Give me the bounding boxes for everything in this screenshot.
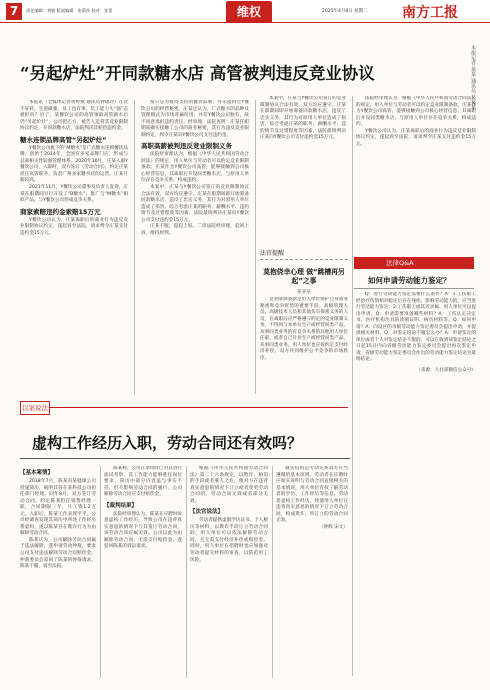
story1-lead: 本报讯（全媒体记者黄婷燕 通讯员钟锦玲）在饮不好转，生意做强，员工也有事，员工能力失“强”态被拒吗？近了，某餐饮公司的高管领取高管薪水后仍“另起炉灶”，公司把乙方，被告人违背其竞业限制协议约定，开同款糖水店，法院判决其赔偿违约金。 — [20, 100, 128, 132]
issue-date: 2025年4月8日 星期二 — [322, 9, 368, 14]
column-divider — [255, 100, 256, 394]
story2-column-4 — [276, 466, 348, 680]
story1-column-3 — [260, 96, 346, 236]
section-tag: 维权 — [226, 1, 272, 23]
story2-paragraph: 劳动者提供虚假学历证书、个人履历等材料，以欺诈手段订立劳动合同的，用人单位可以依法解除劳动合同，且无需支付经济补偿或赔偿金。同时，用人单位在招聘时也应加强对劳动者提交材料的审查，以防范用工风险。 — [190, 518, 268, 563]
story2-headline: 虚构工作经历入职，劳动合同还有效吗？ — [32, 434, 303, 452]
judge-reminder-title: 莫抱侥幸心理 做“跳槽再另起”之事 — [263, 268, 345, 285]
story1-subhead-3: 高职高薪被判违反竞业限制义务 — [141, 142, 232, 151]
story1-paragraph: 法院经审理认为，根据《中华人民共和国劳动合同法》的规定，用人单位与劳动者可以约定竞业限制条款。庄某作为Y餐饮公司高管，能够接触到公司核心经营信息，其离职后开设同类糖水店，与原用人单位存在竞争关系，构成违约。 — [141, 152, 249, 184]
story1-paragraph: Y餐饮公司认为，庄某离职后的商业行为违反竞业限制协议约定，遂起诉至法院，请求判令庄某支付违约金15万元。 — [356, 128, 476, 147]
story1-subhead-2: 商家索赔违约金索赔15万元 — [20, 207, 101, 216]
story1-paragraph: 法院经审理认为，根据《中华人民共和国劳动合同法》的规定，用人单位与劳动者可以约定竞业限制条款。庄某作为Y餐饮公司高管，能够接触到公司核心经营信息，其离职后开设同类糖水店，与原用人单位存在竞争关系，构成违约。 — [356, 96, 476, 128]
column-divider — [134, 100, 135, 394]
qa-text: Q：进行劳动能力鉴定需要什么条件？A：1.工伤职工经治疗伤情相对稳定后存在残疾、影响劳动能力的，应当进行劳动能力鉴定；2.工伤职工或其近亲属、用人单位可以提出申请。Q：申请需要准备哪些材料？A：工伤认定决定书、医疗机构出具的诊断证明、病历材料等。Q：如何申请？A：向设区的市级劳动能力鉴定委员会提出申请，并提供相关材料。Q：对鉴定结论不服怎么办？A：申请鉴定的单位或者个人对鉴定结论不服的，可以在收到该鉴定结论之日起15日内向省级劳动能力鉴定委员会提出再次鉴定申请。省级劳动能力鉴定委员会作出的劳动能力鉴定结论为最终结论。 — [356, 292, 476, 363]
story1-column-4 — [356, 96, 476, 251]
section-rule — [50, 407, 348, 408]
judge-reminder-head: 法官提醒 — [260, 248, 348, 260]
story2-column-1 — [20, 466, 96, 680]
column-divider — [100, 466, 101, 678]
story1-byline: 本报记者 某某 通讯员 某某某 — [470, 45, 476, 110]
story2-subhead-case: 【基本案情】 — [20, 470, 54, 476]
story1-paragraph: 2021年11月，Y餐饮公司董事及负责人发现，庄某在职期间另行开设了“B糖水”，推广与“M糖水”相似产品，与Y餐饮公司形成竞争关系。 — [20, 185, 128, 204]
story1-paragraph: 按只是为接待支持的餐饮品牌，并未提供过Y餐饮公司的经营秘密。庄某还认为，广式糖水的品种及管理模式为市场普遍所用，并非Y餐饮公司独有，故不同意承担违约责任。经审理，法院查明：庄某任职期间确实接触了公司的商业秘密，其行为违反竞业限制约定，判令庄某向Y餐饮公司支付违约金。 — [141, 100, 249, 138]
story1-column-1 — [20, 100, 128, 396]
law-qa-banner: 法律Q&A — [354, 257, 474, 269]
story1-paragraph: 庄某不服，提起上诉。二审法院经审理，驳回上诉，维持原判。 — [141, 224, 249, 236]
story2-paragraph: 根据《中华人民共和国劳动合同法》第二十六条规定，以欺诈、胁迫的手段或者乘人之危，使对方在违背真实意思的情况下订立或者变更劳动合同的，劳动合同无效或者部分无效。 — [190, 466, 268, 504]
qa-source: （来源：人社部微信公众号） — [416, 368, 476, 374]
qa-title: 如何申请劳动能力鉴定？ — [368, 276, 451, 285]
story2-subhead-judge: 【法官说法】 — [190, 509, 224, 516]
judge-reminder-text: 竞业限制条款是用人单位保护自身商业秘密和竞争优势的重要手段。高级管理人员、高级技术人员和其他负有保密义务的人员，在离职后应严格遵守约定的竞业限制义务，不得到与本单位生产或经营同类产品、从事同类业务的有竞争关系的其他用人单位任职，或者自己开业生产或经营同类产品、从事同类业务。用人单位也应按约定支付经济补偿，双方共同维护公平竞争的市场秩序。 — [260, 297, 348, 361]
column-divider — [352, 96, 353, 676]
story2-paragraph: 法院经审理认为，陈某在应聘时故意虚构工作经历，导致公司在违背真实意思的情况下与其签订劳动合同，该劳动合同应属无效。公司以此为由解除劳动合同，无需支付赔偿金，遂驳回陈某的诉讼请求。 — [104, 511, 182, 550]
newspaper-logo: 南方工报 — [402, 5, 458, 21]
story1-paragraph: Y餐饮公司认为，庄某离职后的商业行为违反竞业限制协议约定，遂起诉至法院，请求判令庄某支付违约金15万元。 — [20, 217, 128, 236]
judge-reminder-author: 某某某 — [296, 290, 312, 295]
story2-column-2 — [104, 466, 182, 680]
judge-reminder-box — [260, 248, 348, 398]
story1-paragraph: Y餐饮公司旗下的“M糖水”是广式糖水连锁餐饮品牌，创始于2014年，全国有多家品牌门店，形成与总部相关性较强管理体系。2020年10月，庄某入职Y餐饮公司，入职时，双方签订《劳动合同》，约定庄某担任高管职务，负责广州多家糖水店的运营，庄某月薪较高。 — [20, 145, 128, 184]
column-divider — [186, 466, 187, 678]
story1-paragraph: 本案中，庄某与Y餐饮公司签订的竞业限制协议合法有效，双方均应遵守。庄某在职期间即开始筹备同款糖水店，违反了忠实义务，其行为对原用人单位造成了损害。综合考虑庄某的职务、薪酬水平、违约情节及过错程度等因素，法院最终判决庄某向Y餐饮公司支付违约金15万元。 — [260, 96, 346, 141]
story1-column-2 — [141, 100, 249, 396]
qa-body — [356, 292, 476, 670]
story2-paragraph: 陈某认为，公司解除劳动合同属于违法解除，遂申请劳动仲裁，要求公司支付违法解除劳动合同赔偿金。仲裁委员会驳回了陈某的仲裁请求，陈某不服，诉至法院。 — [20, 537, 96, 570]
page-number: 7 — [6, 3, 22, 20]
story2-paragraph: 陈某称，公司在录用时已对其进行面试考察，其工作能力能够胜任岗位要求，简历中部分内容虽与事实不符，但不影响劳动合同的履行，公司解除劳动合同应支付赔偿金。 — [104, 466, 182, 498]
story2-subhead-ruling: 【裁判结果】 — [104, 502, 138, 509]
story2-paragraph: 诚实信用是劳动关系双方应当遵循的基本原则。劳动者在应聘时应如实说明与劳动合同直接相关的基本情况，用人单位有权了解劳动者的学历、工作经历等信息。劳动者虚构工作经历，致使用人单位在违背真实意思的情况下订立劳动合同，构成欺诈，所订立的劳动合同无效。 — [276, 466, 348, 524]
story1-subhead-1: 糖水连锁品牌高管“另起炉灶” — [20, 135, 107, 144]
story2-byline: （钟辉 宋文） — [318, 524, 348, 530]
story2-paragraph: 2018年7月，陈某向某健康公司投递简历，载明其曾在某科技公司担任部门经理。同年8月，双方签订劳动合同，约定陈某担任销售经理一职，合同期限三年，月工资1.2万元。入职后，陈某工作表现平平，公司经调查发现其简历中所述工作经历系虚构，遂以陈某存在欺诈行为为由解除劳动合同。 — [20, 479, 96, 537]
column-divider — [272, 466, 273, 678]
story1-headline: “另起炉灶”开同款糖水店 高管被判违反竞业协议 — [20, 64, 375, 83]
qa-separator — [354, 288, 474, 289]
story2-column-3 — [190, 466, 268, 680]
case-law-tag: 以案说法 — [20, 401, 50, 415]
masthead — [0, 0, 490, 23]
story1-paragraph: 本案中，庄某与Y餐饮公司签订的竞业限制协议合法有效，双方均应遵守。庄某在职期间即开始筹备同款糖水店，违反了忠实义务，其行为对原用人单位造成了损害。综合考虑庄某的职务、薪酬水平、违约情节及过错程度等因素，法院最终判决庄某向Y餐饮公司支付违约金15万元。 — [141, 185, 249, 223]
story2-rule — [20, 458, 350, 459]
editor-credits: 责任编辑：刘敏 版面编辑：张莉莎 校对：张菁 — [26, 8, 113, 13]
